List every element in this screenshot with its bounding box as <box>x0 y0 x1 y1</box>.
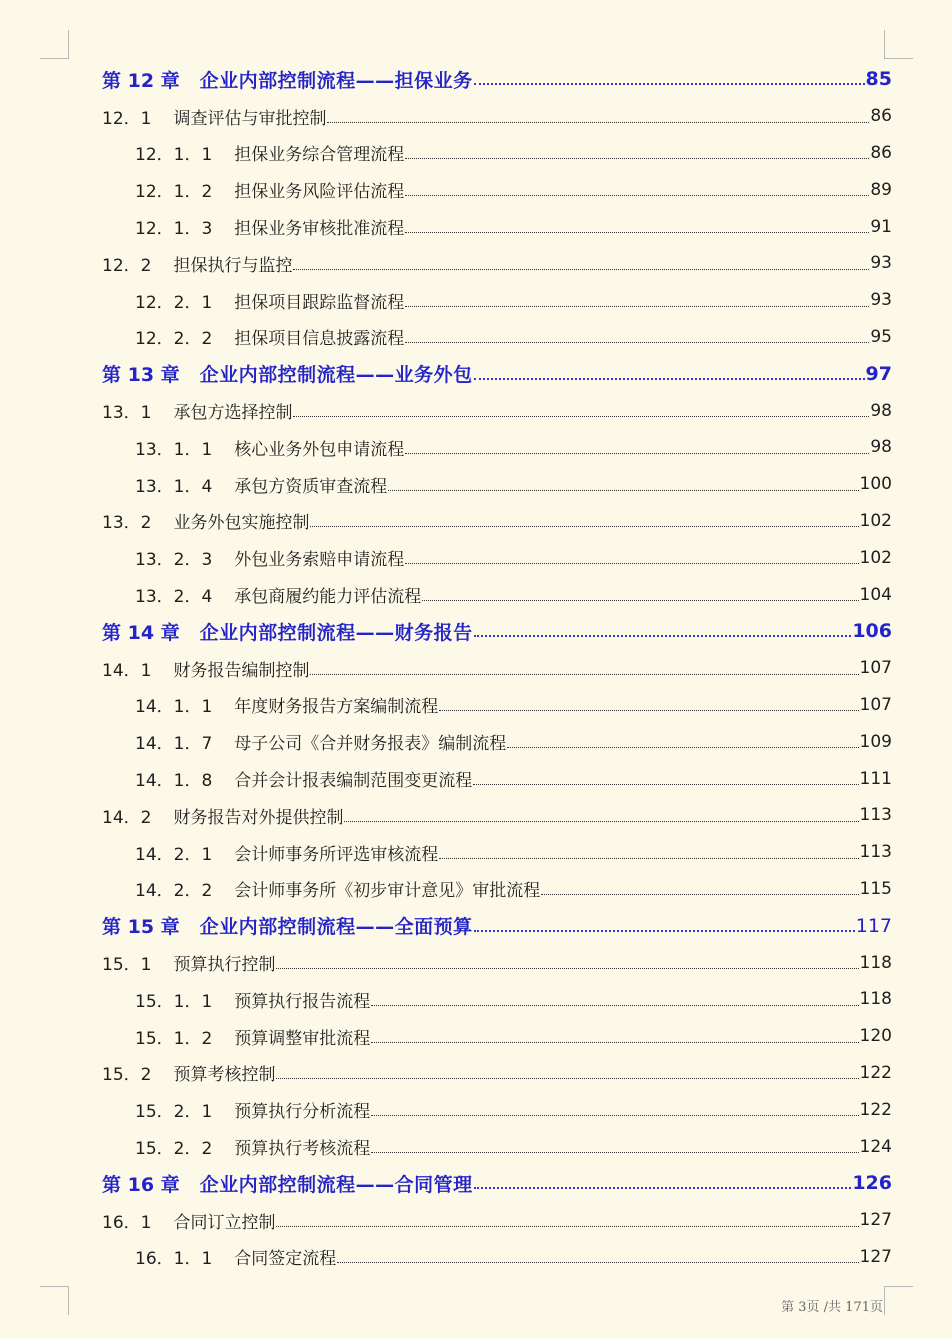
page-footer: 第 3页 /共 171页 <box>781 1300 883 1315</box>
toc-subsection-entry[interactable] <box>102 429 892 466</box>
toc-entry-number: 13．2．4 <box>135 587 213 608</box>
toc-dot-leader <box>405 342 869 343</box>
toc-entry-title: 会计师事务所《初步审计意见》审批流程 <box>234 881 541 902</box>
toc-section-entry[interactable] <box>102 503 892 540</box>
toc-entry-title: 预算执行控制 <box>173 955 276 976</box>
toc-dot-leader <box>310 526 858 527</box>
toc-entry-title: 担保项目信息披露流程 <box>234 329 405 350</box>
toc-page-number: 127 <box>859 1246 892 1267</box>
toc-chapter-entry[interactable] <box>102 355 892 392</box>
toc-dot-leader <box>405 195 869 196</box>
toc-page-number: 124 <box>859 1136 892 1157</box>
crop-mark-bottom-right <box>884 1286 913 1315</box>
toc-page-number: 127 <box>859 1210 892 1231</box>
toc-entry-title: 企业内部控制流程——全面预算 <box>199 916 473 939</box>
toc-dot-leader <box>293 416 869 417</box>
toc-page-number: 97 <box>865 362 892 385</box>
toc-page-number: 98 <box>870 400 892 421</box>
toc-entry-title: 合同订立控制 <box>173 1212 276 1233</box>
toc-page-number: 104 <box>859 584 892 605</box>
toc-dot-leader <box>507 747 858 748</box>
toc-entry-title: 企业内部控制流程——财务报告 <box>199 621 473 644</box>
toc-entry-number: 13．1．1 <box>135 439 213 460</box>
toc-dot-leader <box>276 968 858 969</box>
toc-section-entry[interactable] <box>102 944 892 981</box>
toc-page-number: 113 <box>859 805 892 826</box>
toc-section-entry[interactable] <box>102 392 892 429</box>
toc-entry-title: 预算考核控制 <box>173 1065 276 1086</box>
toc-entry-number: 15．1．2 <box>135 1028 213 1049</box>
toc-dot-leader <box>439 858 858 859</box>
toc-entry-title: 合同签定流程 <box>234 1249 337 1270</box>
toc-subsection-entry[interactable] <box>102 539 892 576</box>
toc-page-number: 107 <box>859 658 892 679</box>
toc-dot-leader <box>474 1187 852 1189</box>
toc-dot-leader <box>371 1115 858 1116</box>
toc-entry-title: 企业内部控制流程——担保业务 <box>199 69 473 92</box>
toc-entry-title: 业务外包实施控制 <box>173 513 310 534</box>
toc-page-number: 107 <box>859 694 892 715</box>
toc-entry-number: 15．1 <box>102 955 152 976</box>
toc-entry-number: 14．1．1 <box>135 697 213 718</box>
toc-page-number: 118 <box>859 989 892 1010</box>
toc-subsection-entry[interactable] <box>102 466 892 503</box>
toc-dot-leader <box>344 821 858 822</box>
toc-dot-leader <box>293 269 869 270</box>
toc-dot-leader <box>439 710 858 711</box>
toc-entry-title: 财务报告对外提供控制 <box>173 807 344 828</box>
toc-dot-leader <box>474 930 855 932</box>
toc-section-entry[interactable] <box>102 98 892 135</box>
toc-subsection-entry[interactable] <box>102 760 892 797</box>
toc-entry-number: 15．2．2 <box>135 1139 213 1159</box>
toc-page-number: 118 <box>859 952 892 973</box>
toc-dot-leader <box>405 306 869 307</box>
toc-section-entry[interactable] <box>102 1055 892 1092</box>
toc-entry-number: 第 13 章 <box>102 364 180 387</box>
toc-subsection-entry[interactable] <box>102 282 892 319</box>
toc-page-number: 122 <box>859 1099 892 1120</box>
toc-section-entry[interactable] <box>102 797 892 834</box>
toc-page-number: 111 <box>859 768 892 789</box>
toc-subsection-entry[interactable] <box>102 1091 892 1128</box>
toc-section-entry[interactable] <box>102 1202 892 1239</box>
toc-entry-title: 承包方选择控制 <box>173 403 293 424</box>
toc-dot-leader <box>405 563 858 564</box>
toc-entry-number: 12．2 <box>102 255 152 276</box>
toc-entry-number: 13．2 <box>102 513 152 534</box>
toc-entry-title: 年度财务报告方案编制流程 <box>234 697 439 718</box>
toc-entry-title: 外包业务索赔申请流程 <box>234 550 405 571</box>
toc-subsection-entry[interactable] <box>102 871 892 908</box>
toc-entry-number: 12．1．2 <box>135 182 213 203</box>
toc-dot-leader <box>422 600 858 601</box>
toc-entry-title: 担保项目跟踪监督流程 <box>234 292 405 313</box>
toc-entry-title: 承包商履约能力评估流程 <box>234 587 422 608</box>
toc-subsection-entry[interactable] <box>102 208 892 245</box>
toc-entry-title: 担保业务审核批准流程 <box>234 219 405 240</box>
toc-entry-number: 14．2 <box>102 807 152 828</box>
table-of-contents <box>102 61 892 1275</box>
toc-page-number: 86 <box>870 142 892 163</box>
toc-entry-title: 预算执行分析流程 <box>234 1102 371 1123</box>
toc-entry-title: 调查评估与审批控制 <box>173 108 327 129</box>
toc-page-number: 100 <box>859 474 892 495</box>
toc-entry-title: 预算调整审批流程 <box>234 1028 371 1049</box>
toc-entry-number: 12．2．1 <box>135 292 213 313</box>
toc-entry-title: 核心业务外包申请流程 <box>234 439 405 460</box>
crop-mark-bottom-left <box>40 1286 69 1315</box>
toc-dot-leader <box>541 894 858 895</box>
toc-chapter-entry[interactable] <box>102 61 892 98</box>
toc-entry-number: 13．2．3 <box>135 550 213 571</box>
toc-dot-leader <box>474 635 852 637</box>
toc-entry-number: 14．2．1 <box>135 844 213 865</box>
toc-page-number: 93 <box>870 253 892 274</box>
toc-page-number: 126 <box>852 1172 892 1195</box>
toc-dot-leader <box>337 1262 858 1263</box>
toc-chapter-entry[interactable] <box>102 613 892 650</box>
toc-entry-number: 14．1．7 <box>135 734 213 755</box>
toc-entry-number: 第 16 章 <box>102 1173 180 1196</box>
toc-dot-leader <box>405 232 869 233</box>
toc-entry-title: 预算执行报告流程 <box>234 991 371 1012</box>
toc-subsection-entry[interactable] <box>102 723 892 760</box>
toc-entry-title: 担保业务综合管理流程 <box>234 145 405 166</box>
toc-entry-number: 14．1 <box>102 660 152 681</box>
toc-page-number: 117 <box>855 914 892 937</box>
toc-entry-title: 担保业务风险评估流程 <box>234 182 405 203</box>
toc-chapter-entry[interactable] <box>102 1165 892 1202</box>
toc-dot-leader <box>474 378 865 380</box>
toc-subsection-entry[interactable] <box>102 1018 892 1055</box>
toc-subsection-entry[interactable] <box>102 135 892 172</box>
toc-page-number: 93 <box>870 290 892 311</box>
toc-page-number: 120 <box>859 1026 892 1047</box>
toc-entry-number: 15．2 <box>102 1065 152 1086</box>
toc-page-number: 122 <box>859 1062 892 1083</box>
toc-entry-number: 12．1．3 <box>135 219 213 240</box>
toc-entry-number: 13．1 <box>102 403 152 424</box>
toc-entry-title: 会计师事务所评选审核流程 <box>234 844 439 865</box>
toc-dot-leader <box>310 674 858 675</box>
toc-dot-leader <box>327 122 869 123</box>
toc-dot-leader <box>276 1078 858 1079</box>
toc-subsection-entry[interactable] <box>102 687 892 724</box>
toc-entry-title: 合并会计报表编制范围变更流程 <box>234 771 473 792</box>
toc-dot-leader <box>474 83 865 85</box>
toc-entry-title: 担保执行与监控 <box>173 255 293 276</box>
toc-page-number: 86 <box>870 106 892 127</box>
toc-dot-leader <box>371 1042 858 1043</box>
toc-entry-title: 企业内部控制流程——合同管理 <box>199 1173 473 1196</box>
toc-dot-leader <box>405 158 869 159</box>
toc-section-entry[interactable] <box>102 650 892 687</box>
toc-subsection-entry[interactable] <box>102 171 892 208</box>
toc-page-number: 89 <box>870 179 892 200</box>
toc-page-number: 113 <box>859 842 892 863</box>
toc-subsection-entry[interactable] <box>102 576 892 613</box>
crop-mark-top-left <box>40 30 69 59</box>
toc-entry-title: 母子公司《合并财务报表》编制流程 <box>234 734 507 755</box>
toc-subsection-entry[interactable] <box>102 1128 892 1165</box>
toc-entry-title: 预算执行考核流程 <box>234 1139 371 1159</box>
toc-page-number: 102 <box>859 547 892 568</box>
toc-entry-number: 15．2．1 <box>135 1102 213 1123</box>
toc-entry-number: 12．2．2 <box>135 329 213 350</box>
toc-chapter-entry[interactable] <box>102 907 892 944</box>
toc-subsection-entry[interactable] <box>102 1239 892 1276</box>
toc-entry-title: 企业内部控制流程——业务外包 <box>199 364 473 387</box>
toc-entry-number: 12．1 <box>102 108 152 129</box>
toc-page-number: 102 <box>859 510 892 531</box>
toc-entry-number: 12．1．1 <box>135 145 213 166</box>
toc-entry-number: 13．1．4 <box>135 476 213 497</box>
toc-subsection-entry[interactable] <box>102 981 892 1018</box>
toc-entry-number: 第 12 章 <box>102 69 180 92</box>
toc-entry-number: 第 14 章 <box>102 621 180 644</box>
toc-dot-leader <box>371 1152 858 1153</box>
toc-entry-number: 16．1．1 <box>135 1249 213 1270</box>
toc-dot-leader <box>371 1005 858 1006</box>
toc-subsection-entry[interactable] <box>102 834 892 871</box>
toc-entry-number: 第 15 章 <box>102 916 180 939</box>
toc-entry-number: 14．2．2 <box>135 881 213 902</box>
toc-page-number: 106 <box>852 620 892 643</box>
toc-dot-leader <box>388 490 858 491</box>
toc-entry-number: 16．1 <box>102 1212 152 1233</box>
toc-entry-number: 15．1．1 <box>135 991 213 1012</box>
toc-page-number: 95 <box>870 326 892 347</box>
toc-dot-leader <box>405 453 869 454</box>
toc-entry-title: 承包方资质审查流程 <box>234 476 388 497</box>
toc-subsection-entry[interactable] <box>102 319 892 356</box>
toc-dot-leader <box>276 1226 858 1227</box>
toc-entry-number: 14．1．8 <box>135 771 213 792</box>
toc-page-number: 85 <box>865 68 892 91</box>
toc-page-number: 91 <box>870 216 892 237</box>
toc-page-number: 109 <box>859 731 892 752</box>
crop-mark-top-right <box>884 30 913 59</box>
toc-dot-leader <box>473 784 858 785</box>
toc-section-entry[interactable] <box>102 245 892 282</box>
toc-page-number: 115 <box>859 878 892 899</box>
toc-entry-title: 财务报告编制控制 <box>173 660 310 681</box>
toc-page-number: 98 <box>870 437 892 458</box>
